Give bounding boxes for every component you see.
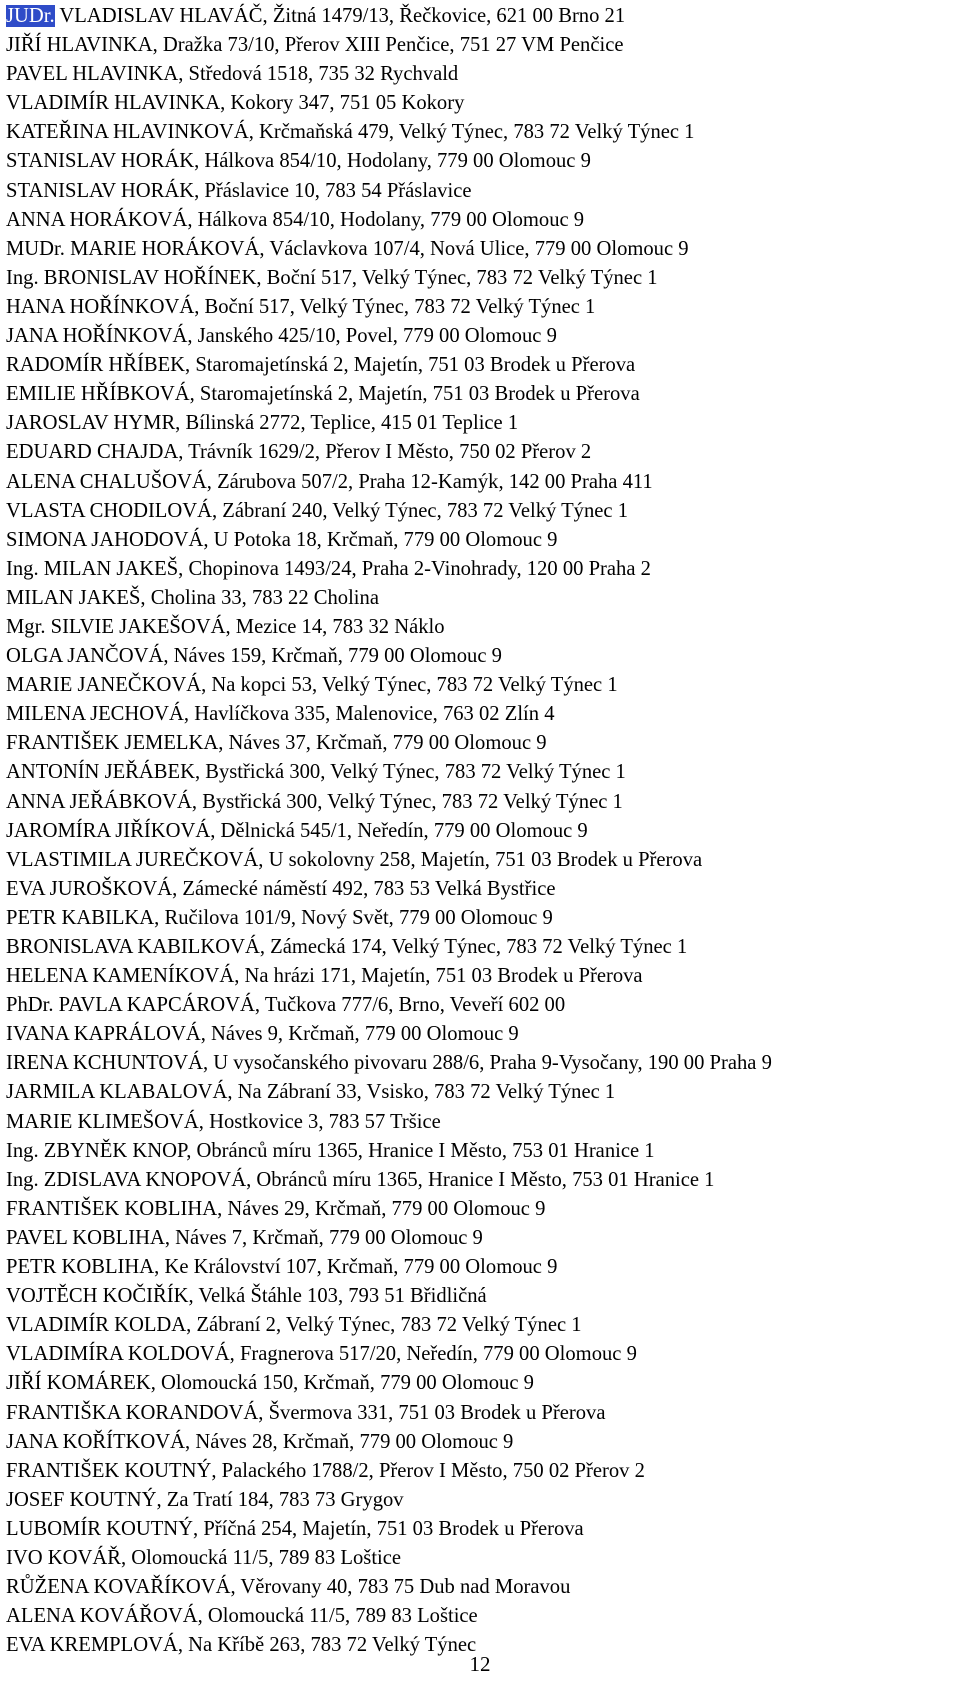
list-item: VLADIMÍR KOLDA, Zábraní 2, Velký Týnec, 783 72 Velký Týnec 1 bbox=[6, 1314, 582, 1337]
list-item: STANISLAV HORÁK, Přáslavice 10, 783 54 Přáslavice bbox=[6, 179, 472, 202]
list-item: Mgr. SILVIE JAKEŠOVÁ, Mezice 14, 783 32 Náklo bbox=[6, 615, 445, 638]
list-item: PETR KABILKA, Ručilova 101/9, Nový Svět, 779 00 Olomouc 9 bbox=[6, 906, 553, 929]
list-item: JARMILA KLABALOVÁ, Na Zábraní 33, Vsisko, 783 72 Velký Týnec 1 bbox=[6, 1081, 616, 1104]
list-item: RŮŽENA KOVAŘÍKOVÁ, Věrovany 40, 783 75 Dub nad Moravou bbox=[6, 1576, 571, 1599]
list-item: Ing. ZBYNĚK KNOP, Obránců míru 1365, Hranice I Město, 753 01 Hranice 1 bbox=[6, 1139, 655, 1162]
list-item: MARIE KLIMEŠOVÁ, Hostkovice 3, 783 57 Tršice bbox=[6, 1110, 441, 1133]
page-number: 12 bbox=[469, 1652, 491, 1676]
list-item: PAVEL HLAVINKA, Středová 1518, 735 32 Rychvald bbox=[6, 63, 459, 86]
list-item: ANNA JEŘÁBKOVÁ, Bystřická 300, Velký Týnec, 783 72 Velký Týnec 1 bbox=[6, 790, 623, 813]
list-item: JOSEF KOUTNÝ, Za Tratí 184, 783 73 Grygov bbox=[6, 1488, 404, 1511]
list-item: SIMONA JAHODOVÁ, U Potoka 18, Krčmaň, 779 00 Olomouc 9 bbox=[6, 528, 558, 551]
list-item: PETR KOBLIHA, Ke Království 107, Krčmaň, 779 00 Olomouc 9 bbox=[6, 1256, 558, 1279]
list-item: HELENA KAMENÍKOVÁ, Na hrázi 171, Majetín, 751 03 Brodek u Přerova bbox=[6, 965, 643, 988]
list-item bbox=[6, 2, 956, 31]
list-item: EDUARD CHAJDA, Trávník 1629/2, Přerov I Město, 750 02 Přerov 2 bbox=[6, 441, 592, 464]
list-item: BRONISLAVA KABILKOVÁ, Zámecká 174, Velký Týnec, 783 72 Velký Týnec 1 bbox=[6, 936, 688, 958]
list-item: PhDr. PAVLA KAPCÁROVÁ, Tučkova 777/6, Brno, Veveří 602 00 bbox=[6, 994, 566, 1017]
list-item: IVANA KAPRÁLOVÁ, Náves 9, Krčmaň, 779 00 Olomouc 9 bbox=[6, 1023, 519, 1046]
list-item: FRANTIŠEK KOUTNÝ, Palackého 1788/2, Přerov I Město, 750 02 Přerov 2 bbox=[6, 1459, 645, 1482]
list-item: LUBOMÍR KOUTNÝ, Příčná 254, Majetín, 751 03 Brodek u Přerova bbox=[6, 1517, 584, 1540]
list-item: HANA HOŘÍNKOVÁ, Boční 517, Velký Týnec, 783 72 Velký Týnec 1 bbox=[6, 295, 596, 318]
list-item: Ing. ZDISLAVA KNOPOVÁ, Obránců míru 1365, Hranice I Město, 753 01 Hranice 1 bbox=[6, 1168, 715, 1191]
list-item: PAVEL KOBLIHA, Náves 7, Krčmaň, 779 00 Olomouc 9 bbox=[6, 1226, 483, 1249]
list-item: JAROSLAV HYMR, Bílinská 2772, Teplice, 415 01 Teplice 1 bbox=[6, 412, 519, 435]
list-item: EMILIE HŘÍBKOVÁ, Staromajetínská 2, Majetín, 751 03 Brodek u Přerova bbox=[6, 383, 640, 406]
selected-text-highlight[interactable]: JUDr. bbox=[6, 5, 55, 27]
list-item: FRANTIŠEK JEMELKA, Náves 37, Krčmaň, 779 00 Olomouc 9 bbox=[6, 732, 547, 755]
list-item: JIŘÍ KOMÁREK, Olomoucká 150, Krčmaň, 779 00 Olomouc 9 bbox=[6, 1372, 534, 1395]
list-item: VLASTA CHODILOVÁ, Zábraní 240, Velký Týnec, 783 72 Velký Týnec 1 bbox=[6, 499, 628, 522]
address-list bbox=[6, 2, 956, 1660]
list-item: MUDr. MARIE HORÁKOVÁ, Václavkova 107/4, Nová Ulice, 779 00 Olomouc 9 bbox=[6, 237, 689, 260]
list-item: ALENA CHALUŠOVÁ, Zárubova 507/2, Praha 12-Kamýk, 142 00 Praha 411 bbox=[6, 470, 653, 493]
list-item: IRENA KCHUNTOVÁ, U vysočanského pivovaru 288/6, Praha 9-Vysočany, 190 00 Praha 9 bbox=[6, 1052, 772, 1075]
list-item: VLADIMÍR HLAVINKA, Kokory 347, 751 05 Kokory bbox=[6, 92, 465, 115]
list-item: JANA KOŘÍTKOVÁ, Náves 28, Krčmaň, 779 00 Olomouc 9 bbox=[6, 1430, 514, 1453]
list-item: FRANTIŠKA KORANDOVÁ, Švermova 331, 751 03 Brodek u Přerova bbox=[6, 1401, 606, 1424]
list-item: MILENA JECHOVÁ, Havlíčkova 335, Malenovice, 763 02 Zlín 4 bbox=[6, 703, 555, 726]
list-item: EVA KREMPLOVÁ, Na Kříbě 263, 783 72 Velký Týnec bbox=[6, 1634, 477, 1657]
list-item: RADOMÍR HŘÍBEK, Staromajetínská 2, Majetín, 751 03 Brodek u Přerova bbox=[6, 354, 636, 377]
list-item: ANNA HORÁKOVÁ, Hálkova 854/10, Hodolany, 779 00 Olomouc 9 bbox=[6, 208, 585, 231]
list-item: JAROMÍRA JIŘÍKOVÁ, Dělnická 545/1, Neředín, 779 00 Olomouc 9 bbox=[6, 819, 588, 842]
list-item: FRANTIŠEK KOBLIHA, Náves 29, Krčmaň, 779 00 Olomouc 9 bbox=[6, 1197, 546, 1220]
list-item: ALENA KOVÁŘOVÁ, Olomoucká 11/5, 789 83 Loštice bbox=[6, 1605, 478, 1628]
list-item: JIŘÍ HLAVINKA, Dražka 73/10, Přerov XIII Penčice, 751 27 VM Penčice bbox=[6, 34, 624, 57]
list-item: MILAN JAKEŠ, Cholina 33, 783 22 Cholina bbox=[6, 586, 379, 609]
list-item: EVA JUROŠKOVÁ, Zámecké náměstí 492, 783 53 Velká Bystřice bbox=[6, 877, 556, 900]
list-item: STANISLAV HORÁK, Hálkova 854/10, Hodolany, 779 00 Olomouc 9 bbox=[6, 150, 591, 173]
list-item-text: VLADISLAV HLAVÁČ, Žitná 1479/13, Řečkovice, 621 00 Brno 21 bbox=[54, 5, 626, 27]
list-item: ANTONÍN JEŘÁBEK, Bystřická 300, Velký Týnec, 783 72 Velký Týnec 1 bbox=[6, 761, 626, 784]
list-item: JANA HOŘÍNKOVÁ, Janského 425/10, Povel, 779 00 Olomouc 9 bbox=[6, 325, 557, 348]
list-item: IVO KOVÁŘ, Olomoucká 11/5, 789 83 Loštice bbox=[6, 1546, 402, 1569]
list-item: Ing. BRONISLAV HOŘÍNEK, Boční 517, Velký Týnec, 783 72 Velký Týnec 1 bbox=[6, 266, 658, 289]
list-item: KATEŘINA HLAVINKOVÁ, Krčmaňská 479, Velký Týnec, 783 72 Velký Týnec 1 bbox=[6, 121, 695, 144]
list-item: OLGA JANČOVÁ, Náves 159, Krčmaň, 779 00 Olomouc 9 bbox=[6, 645, 502, 668]
list-item: Ing. MILAN JAKEŠ, Chopinova 1493/24, Praha 2-Vinohrady, 120 00 Praha 2 bbox=[6, 557, 651, 580]
list-item: MARIE JANEČKOVÁ, Na kopci 53, Velký Týnec, 783 72 Velký Týnec 1 bbox=[6, 674, 618, 697]
list-item: VOJTĚCH KOČIŘÍK, Velká Štáhle 103, 793 51 Břidličná bbox=[6, 1285, 487, 1308]
list-item: VLADIMÍRA KOLDOVÁ, Fragnerova 517/20, Neředín, 779 00 Olomouc 9 bbox=[6, 1343, 637, 1366]
list-item: VLASTIMILA JUREČKOVÁ, U sokolovny 258, Majetín, 751 03 Brodek u Přerova bbox=[6, 848, 703, 871]
